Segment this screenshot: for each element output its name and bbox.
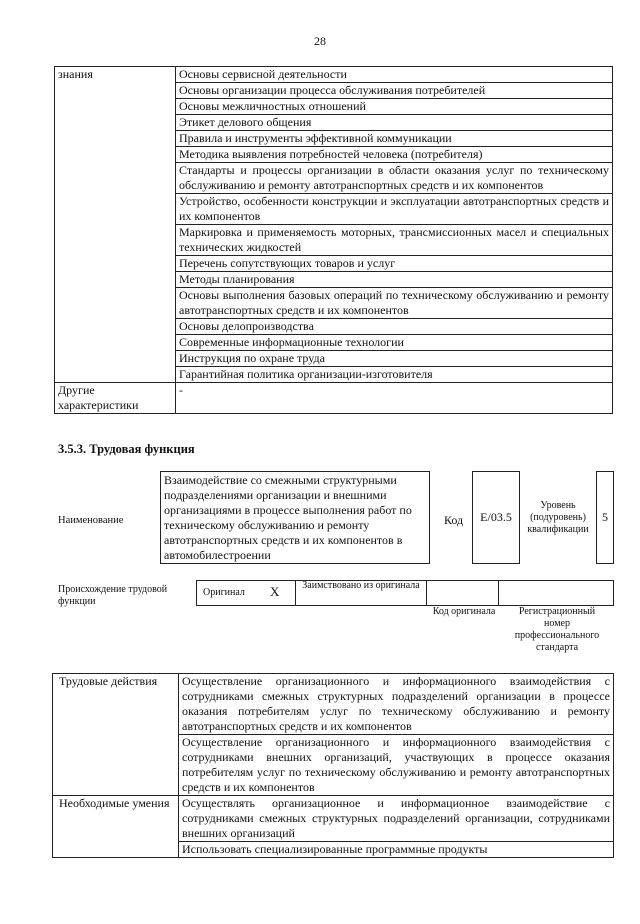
knowledge-item: Стандарты и процессы организации в области оказания услуг по техническому обслуживанию и ремонту автотранспортных средств и их компонентов: [176, 163, 613, 194]
knowledge-item: Перечень сопутствующих товаров и услуг: [176, 256, 613, 272]
function-name: Взаимодействие со смежными структурными подразделениями организации и внешними организациями в процессе выполнения работ по техническому обслуживанию и ремонту автотранспортных средств и их компонентов в автомобилестроении: [160, 471, 430, 564]
knowledge-item: Основы межличностных отношений: [176, 99, 613, 115]
skills-label: Необходимые умения: [53, 796, 179, 858]
reg-caption: Регистрационный номер профессионального стандарта: [514, 606, 600, 653]
knowledge-item: Основы сервисной деятельности: [176, 67, 613, 83]
knowledge-item: Этикет делового общения: [176, 115, 613, 131]
other-characteristics-value: -: [176, 383, 613, 414]
knowledge-item: Устройство, особенности конструкции и эксплуатации автотранспортных средств и их компонентов: [176, 194, 613, 225]
actions-label: Трудовые действия: [53, 674, 179, 796]
knowledge-item: Маркировка и применяемость моторных, трансмиссионных масел и специальных технических жидкостей: [176, 225, 613, 256]
knowledge-item: Инструкция по охране труда: [176, 351, 613, 367]
function-level-value: 5: [602, 510, 608, 524]
skill-item: Осуществлять организационное и информационное взаимодействие с сотрудниками смежных структурных подразделений организации, сотрудниками внешних организаций: [179, 796, 614, 842]
code-label: Код: [444, 513, 464, 527]
action-item: Осуществление организационного и информационного взаимодействия с сотрудниками смежных структурных подразделений организации в процессе оказания потребителям услуг по техническому обслуживанию и ремонту автотранспортных средств и их компонентов: [179, 674, 614, 735]
action-item: Осуществление организационного и информационного взаимодействия с сотрудниками внешних организаций, участвующих в процессе оказания потребителям услуг по техническому обслуживанию и ремонту автотранспортных средств и их компонентов: [179, 735, 614, 796]
code-caption: Код оригинала: [432, 606, 496, 617]
section-heading: 3.5.3. Трудовая функция: [58, 442, 195, 456]
knowledge-item: Методика выявления потребностей человека (потребителя): [176, 147, 613, 163]
knowledge-item: Основы выполнения базовых операций по техническому обслуживанию и ремонту автотранспортных средств и их компонентов: [176, 288, 613, 319]
function-level: [596, 471, 614, 564]
table-row: [55, 67, 613, 83]
page-number: 28: [314, 34, 326, 48]
function-code: [472, 471, 520, 564]
knowledge-item: Методы планирования: [176, 272, 613, 288]
name-label: Наименование: [58, 515, 124, 526]
knowledge-table: [54, 66, 613, 414]
table-row: [55, 383, 613, 414]
knowledge-item: Основы организации процесса обслуживания потребителей: [176, 83, 613, 99]
origin-divider: [295, 580, 296, 606]
knowledge-item: Гарантийная политика организации-изготовителя: [176, 367, 613, 383]
function-code-value: E/03.5: [480, 510, 512, 524]
other-characteristics-label: Другие характеристики: [55, 383, 176, 414]
origin-divider: [498, 580, 499, 606]
original-mark: X: [270, 584, 280, 599]
origin-label: Происхождение трудовой функции: [58, 584, 168, 607]
table-row: [53, 796, 614, 842]
knowledge-item: Основы делопроизводства: [176, 319, 613, 335]
borrowed-label: Заимствовано из оригинала: [302, 580, 420, 591]
skill-item: Использовать специализированные программные продукты: [179, 842, 614, 858]
level-label: Уровень (подуровень) квалификации: [527, 500, 589, 535]
table-row: [53, 674, 614, 735]
knowledge-item: Современные информационные технологии: [176, 335, 613, 351]
actions-table: [52, 673, 614, 858]
knowledge-item: Правила и инструменты эффективной коммуникации: [176, 131, 613, 147]
original-label: Оригинал: [203, 587, 245, 598]
origin-divider: [426, 580, 427, 606]
knowledge-label: знания: [55, 67, 176, 383]
